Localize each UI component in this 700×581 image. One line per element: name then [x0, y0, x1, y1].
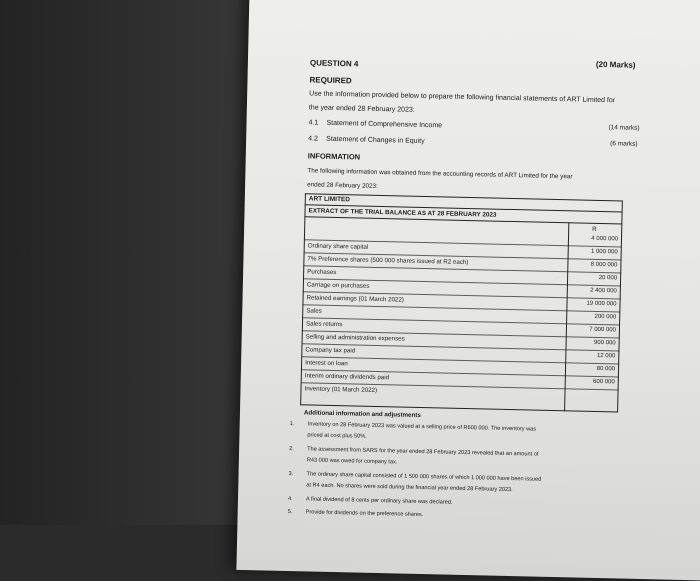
part-number: 4.1 [308, 119, 319, 127]
part-marks: (14 marks) [608, 124, 640, 132]
item-number: 3. [288, 471, 294, 478]
row-amount: 900 000 [593, 339, 616, 347]
row-amount [567, 390, 615, 391]
information-heading: INFORMATION [307, 151, 361, 162]
part-label: Statement of Changes in Equity [326, 135, 425, 146]
info-line-2: ended 28 February 2023: [307, 181, 378, 190]
item-line: The assessment from SARS for the year ended 28 February 2023 revealed that an amount of [307, 446, 539, 458]
row-amount: 12 000 [596, 352, 616, 360]
row-label: Sales [306, 307, 322, 315]
row-label: Company tax paid [305, 346, 356, 355]
row-label: 7% Preference shares (500 000 shares issued at R2 each) [307, 255, 469, 267]
currency-header: R [592, 225, 597, 233]
row-amount: 80 000 [596, 365, 616, 373]
part-label: Statement of Comprehensive Income [326, 119, 443, 130]
item-line: The ordinary share capital consisted of 1 500 000 shares of which 1 000 000 have been issued [306, 471, 542, 483]
item-line: at R4 each. No shares were sold during the financial year ended 28 February 2023. [306, 482, 513, 494]
item-number: 2. [289, 446, 294, 453]
item-line: R43 000 was owed for company tax. [306, 457, 398, 466]
row-label: Ordinary share capital [307, 242, 369, 251]
part-number: 4.2 [308, 135, 318, 143]
question-marks: (20 Marks) [595, 59, 636, 70]
item-number: 1. [289, 421, 295, 428]
part-marks: (6 marks) [610, 140, 638, 148]
row-amount: 1 000 000 [590, 248, 618, 256]
required-heading: REQUIRED [309, 75, 352, 86]
row-label: Interim ordinary dividends paid [304, 372, 390, 382]
intro-line-2: the year ended 28 February 2023: [308, 104, 415, 114]
row-label: Selling and administration expenses [305, 333, 405, 343]
table-company: ART LIMITED [308, 195, 351, 204]
question-paper [236, 0, 700, 581]
row-amount: 200 000 [594, 313, 617, 321]
row-label: Inventory (01 March 2022) [304, 385, 378, 394]
desk-background [0, 0, 280, 525]
additional-heading: Additional information and adjustments [303, 409, 421, 419]
item-line: Inventory on 28 February 2023 was valued at a selling price of R600 000. The inventory was [307, 421, 537, 433]
item-line: Provide for dividends on the preference shares. [305, 509, 424, 519]
item-number: 5. [287, 508, 293, 516]
row-label: Interest on loan [305, 359, 348, 368]
table-title: EXTRACT OF THE TRIAL BALANCE AS AT 28 FEBRUARY 2023 [308, 207, 497, 219]
info-line-1: The following information was obtained from the accounting records of ART Limited for the year [307, 167, 573, 181]
row-label: Purchases [307, 268, 337, 277]
row-label: Carriage on purchases [306, 281, 370, 290]
row-amount: 19 000 000 [586, 300, 617, 308]
row-amount: 2 400 000 [590, 287, 617, 295]
question-title: QUESTION 4 [309, 58, 359, 69]
row-amount: 7 000 000 [589, 326, 616, 334]
additional-list [287, 420, 700, 540]
item-line: A final dividend of 8 cents per ordinary share was declared. [305, 496, 453, 506]
table-rows [300, 227, 622, 412]
row-amount: 8 000 000 [590, 261, 618, 269]
row-label: Retained earnings (01 March 2022) [306, 294, 404, 304]
intro-line-1: Use the information provided below to prepare the following financial statements of ART Limited for [309, 90, 616, 105]
item-line: priced at cost plus 50%. [307, 432, 367, 440]
row-label: Sales returns [305, 320, 343, 329]
row-amount: 4 000 000 [591, 235, 619, 243]
row-amount: 600 000 [592, 378, 615, 386]
row-amount: 20 000 [598, 274, 618, 282]
item-number: 4. [287, 495, 293, 503]
trial-balance-table [300, 193, 623, 412]
